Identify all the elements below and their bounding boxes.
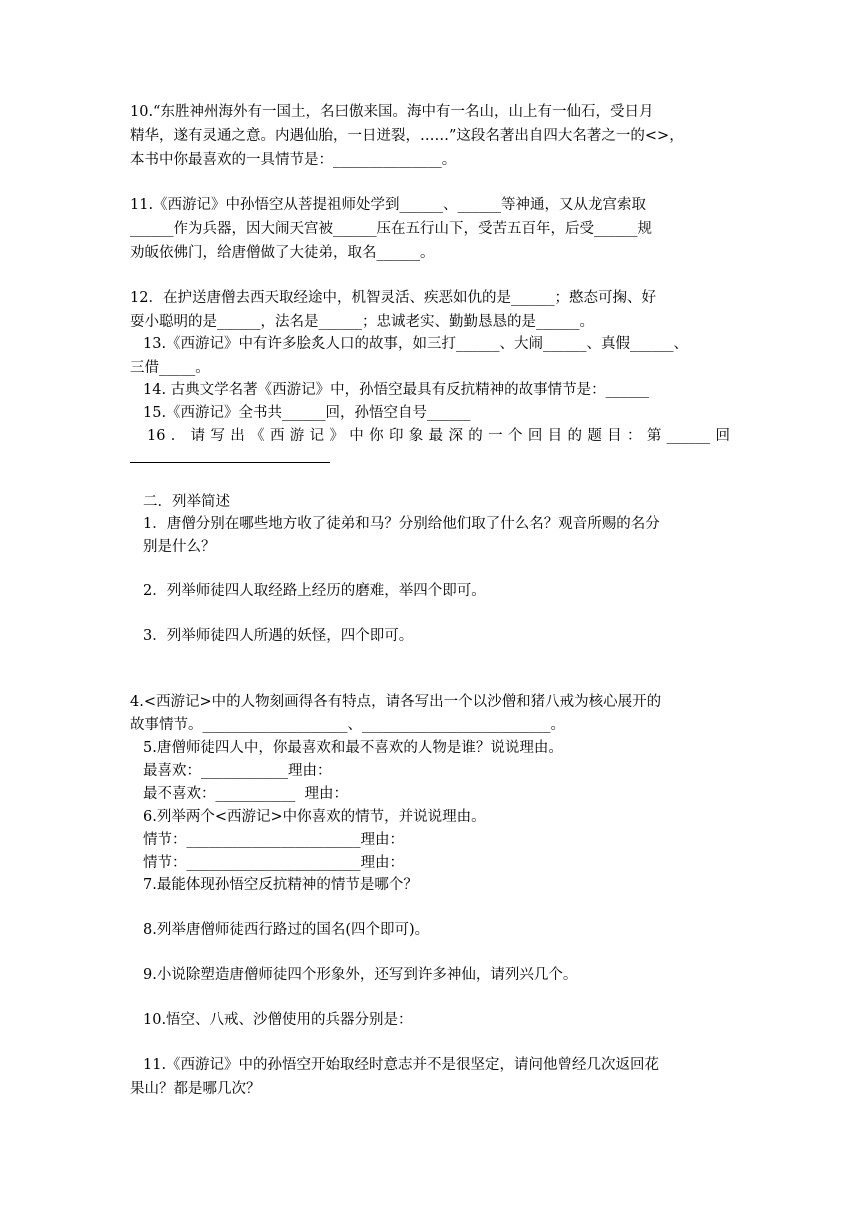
list-q1-line-2: 别是什么？	[143, 539, 216, 555]
list-q5: 5.唐僧师徒四人中，你最喜欢和最不喜欢的人物是谁？说说理由。	[143, 740, 563, 756]
list-q4-line-2: 故事情节。____________________、__________________________。	[130, 717, 565, 733]
q11-line-3: 劝皈依佛门，给唐僧做了大徒弟，取名______。	[130, 245, 435, 261]
q15-line: 15.《西游记》全书共______回，孙悟空自号______	[143, 405, 471, 421]
list-q8: 8.列举唐僧师徒西行路过的国名(四个即可)。	[143, 922, 430, 938]
q11-line-1: 11.《西游记》中孙悟空从菩提祖师处学到______、______等神通，又从龙宫索取	[130, 197, 647, 213]
q13-line-1: 13.《西游记》中有许多脍炙人口的故事，如三打______、大闹______、真假______、	[143, 336, 689, 352]
list-q11-line-1: 11.《西游记》中的孙悟空开始取经时意志并不是很坚定，请问他曾经几次返回花	[143, 1057, 660, 1073]
list-q11-line-2: 果山？都是哪几次？	[130, 1081, 261, 1097]
list-q6: 6.列举两个<西游记>中你喜欢的情节，并说说理由。	[143, 809, 486, 825]
q16-line: 16．请写出《西游记》中你印象最深的一个回目的题目：第______回	[147, 428, 730, 444]
list-q1-line-1: 1．唐僧分别在哪些地方收了徒弟和马？分别给他们取了什么名？观音所赐的名分	[143, 516, 660, 532]
q10-line-2: 精华，遂有灵通之意。内遇仙胎，一日迸裂，……”这段名著出自四大名著之一的<>，	[130, 128, 684, 144]
q10-line-1: 10.“东胜神州海外有一国土，名曰傲来国。海中有一名山，山上有一仙石，受日月	[130, 104, 654, 120]
q14-line: 14. 古典文学名著《西游记》中，孙悟空最具有反抗精神的故事情节是：______	[143, 382, 650, 398]
list-q5-favorite: 最喜欢：____________理由：	[143, 763, 332, 779]
list-q6-plot-1: 情节：________________________理由：	[143, 832, 404, 848]
list-q4-line-1: 4.<西游记>中的人物刻画得各有特点，请各写出一个以沙僧和猪八戒为核心展开的	[130, 694, 662, 710]
q11-line-2: ______作为兵器，因大闹天宫被______压在五行山下，受苦五百年，后受______规	[130, 221, 652, 237]
section-title: 二．列举简述	[143, 494, 230, 510]
list-q9: 9.小说除塑造唐僧师徒四个形象外，还写到许多神仙，请列兴几个。	[143, 967, 578, 983]
q13-line-2: 三借_____。	[130, 360, 210, 376]
q12-line-1: 12．在护送唐僧去西天取经途中，机智灵活、疾恶如仇的是______；憨态可掬、好	[130, 290, 656, 306]
list-q3: 3．列举师徒四人所遇的妖怪，四个即可。	[143, 628, 414, 644]
list-q7: 7.最能体现孙悟空反抗精神的情节是哪个？	[143, 877, 418, 893]
q12-line-2: 耍小聪明的是______，法名是______；忠诚老实、勤勤恳恳的是______。	[130, 314, 594, 330]
list-q5-least-favorite: 最不喜欢：___________ 理由：	[143, 786, 348, 802]
list-q2: 2．列举师徒四人取经路上经历的磨难，举四个即可。	[143, 583, 486, 599]
list-q10: 10.悟空、八戒、沙僧使用的兵器分别是：	[143, 1012, 413, 1028]
q16-answer-rule	[130, 462, 330, 463]
q10-line-3: 本书中你最喜欢的一具情节是：_______________。	[130, 152, 457, 168]
list-q6-plot-2: 情节：________________________理由：	[143, 855, 404, 871]
